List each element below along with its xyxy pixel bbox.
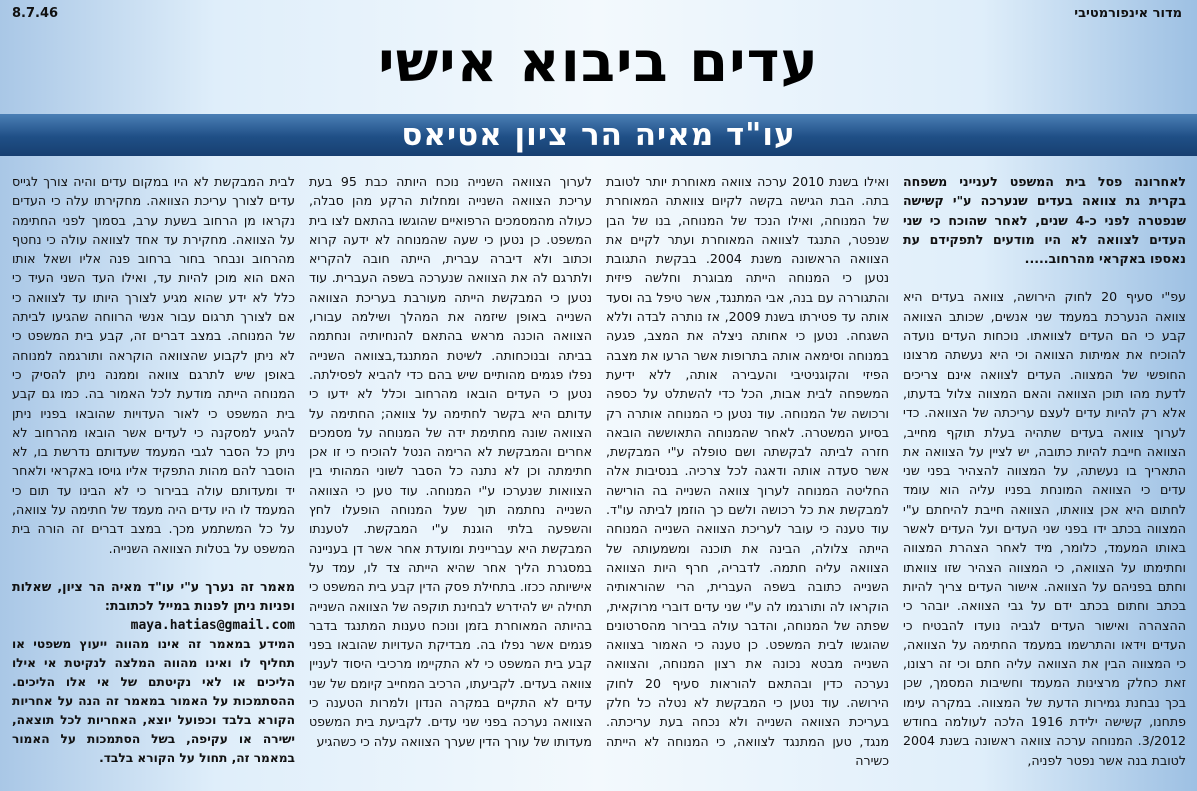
article-lede: לאחרונה פסל בית המשפט לענייני משפחה בקרית גת צוואה בעדים שנערכה ע"י קשישה שנפטרה לפני כ-4 שנים, לאחר שהוכח כי שני העדים לצוואה לא היו מודעים לתפקידם עת נאספו באקראי מהרחוב..... — [903, 174, 1186, 267]
column-1 — [903, 172, 1186, 787]
author-band — [0, 114, 1197, 156]
page-header — [12, 4, 1182, 22]
column-4 — [12, 172, 295, 787]
author-name: עו"ד מאיה הר ציון אטיאס — [401, 117, 796, 153]
article-title: עדים ביבוא אישי — [378, 30, 819, 95]
column-2 — [606, 172, 889, 787]
contact-email[interactable]: maya.hatias@gmail.com — [130, 617, 295, 633]
author-signature: מאמר זה נערך ע"י עו"ד מאיה הר ציון, שאלות ופניות ניתן לפנות במייל לכתובת: — [12, 578, 295, 614]
issue-number: 8.7.46 — [12, 5, 59, 21]
column-3-body: לערוך הצוואה השנייה נוכח היותה כבת 95 בעת עריכת הצוואה השנייה ומחלות הרקע מהן סבלה, כעולה מהמסמכים הרפואיים שהוגשו בהתאם לצו בית המשפט. כן נטען כי שעה שהמנוחה לא ידעה קרוא וכתוב ולא דיברה עברית, הייתה חובה להקריא ולתרגם לה את הצוואה שנערכה בשפה העברית. עוד נטען כי המבקשת הייתה מעורבת בעריכת הצוואה השנייה באופן שיזמה את המהלך ושילמה עבורו, הצוואה הוכנה מראש בהתאם להנחיותיה ונחתמה בביתה ובנוכחותה. לשיטת המתנגד,בצוואה השנייה נפלו פגמים מהותיים שיש בהם כדי להביא לפסילתה. נטען כי העדים הובאו מהרחוב וכלל לא ידעו כי עדותם היא בקשר לחתימה על צוואה; החתימה על הצוואה שונה מחתימת ידה של המנוחה על מסמכים אחרים והמבקשת לא הרימה הנטל להוכיח כי זו אכן חתימתה וכן לא נתנה כל הסבר לשוני המהותי בין הצוואות שנערכו ע"י המנוחה. עוד טען כי הצוואה השנייה נחתמה תוך שעל המנוחה הופעלו לחץ והשפעה בלתי הוגנת ע"י המבקשת. לטענתו המבקשת היא עבריינית ומועדת אחר אשר דן בעניינה במסגרת הליך אחר שהיא הייתה צד לו, עמד על אישיותה ככזו. בתחילת פסק הדין קבע בית המשפט כי תחילה יש להידרש לבחינת תוקפה של הצוואה השנייה בהיותה המאוחרת בזמן ונוכח טענות המתנגד בדבר פגמים אשר נפלו בה. מבדיקת העדויות שהובאו בפני קבע בית המשפט כי לא התקיימו מרכיבי היסוד לעניין צוואה בעדים. לקביעתו, הרכיב המחייב קיומם של שני עדים לא התקיים במקרה הנדון ולמרות הטענה כי הצוואה נערכה בפני שני עדים. לקביעת בית המשפט מעדותו של עורך הדין שערך הצוואה עלה כי כשהגיע — [309, 174, 592, 749]
legal-disclaimer: המידע במאמר זה אינו מהווה ייעוץ משפטי או תחליף לו ואינו מהווה המלצה לנקיטת אי אילו הליכים או לאי נקיטתם של אי אלו הליכים. ההסתמכות על האמור במאמר זה הנה על אחריות הקורא בלבד וכפועל יוצא, האחריות לכל תוצאה, ישירה או עקיפה, בשל הסתמכות על האמור במאמר זה, תחול על הקורא בלבד. — [12, 636, 295, 765]
column-4-body: לבית המבקשת לא היו במקום עדים והיה צורך לגייס עדים לצורך עריכת הצוואה. מחקירתו עלה כי העדים נקראו מן הרחוב בשעת ערב, בסמוך לפני החתימה על הצוואה. מחקירת עד אחד לצוואה עולה כי נחטף מהרחוב ונבחר בחור ברחוב פנה אליו ושאל אותו האם הוא מוכן להיות עד, ואילו העד השני העיד כי כלל לא ידע שהוא מגיע לצורך היותו עד לצוואה כי אם לצורך תרגום עבור אנשי הרווחה שהגיעו לביתה של המנוחה. במצב דברים זה, קבע בית המשפט כי לא ניתן לקבוע שהצוואה הוקראה ותורגמה למנוחה באופן שיש לתרגם צוואה וממנה ניתן להסיק כי המנוחה הייתה מודעת לכל האמור בה. כמו גם קבע בית המשפט כי לאור העדויות שהובאו בפניו ניתן להגיע למסקנה כי לעדים אשר הובאו מהרחוב לא ניתן כל הסבר לגבי המעמד שעדותם נדרשת בו, לא הוסבר להם מהות התפקיד אליו גויסו באקראי ולאחר יד ומעדותם עולה בבירור כי לא הבינו עד תום כי המעמד לו היו עדים היה מעמד של חתימה על צוואה, על כל המשתמע מכך. במצב דברים זה הורה בית המשפט על בטלות הצוואה השנייה. — [12, 174, 295, 556]
section-label: מדור אינפורמטיבי — [1074, 5, 1182, 21]
column-3 — [309, 172, 592, 787]
column-2-body: ואילו בשנת 2010 ערכה צוואה מאוחרת יותר לטובת בתה. הבת הגישה בקשה לקיום צוואתה המאוחרת של המנוחה, ואילו הנכד של המנוחה, בנו של הבן שנפטר, התנגד לצוואה המאוחרת ועתר לקיים את הצוואה הראשונה משנת 2004. בבקשת התגובת נטען כי המנוחה הייתה מבוגרת וחלשה פיזית והתגוררה עם בנה, אבי המתנגד, אשר טיפל בה וסעד אותה עד פטירתו בשנת 2009, אז נותרה לבדה וללא השגחה. נטען כי אחותה ניצלה את המצב, פגעה במנוחה וסימאה אותה בתרופות אשר הרעו את מצבה הפיזי והקוגניטיבי והעבירה אותה, ללא ידיעת המשפחה לבית אבות, הכל כדי להשתלט על כספה ורכושה של המנוחה. עוד נטען כי המנוחה אותרה רק בסיוע המשטרה. לאחר שהמנוחה התאוששה הובאה חזרה לביתה לבקשתה ושם טופלה ע"י המבקשת, אשר סעדה אותה ודאגה לכל צרכיה. בנסיבות אלה החליטה המנוחה לערוך צוואה השנייה בה הורישה למבקשת את כל רכושה ולשם כך הוזמן לביתה עו"ד. עוד טענה כי עובר לעריכת הצוואה השנייה המנוחה הייתה צלולה, הבינה את תוכנה ומשמעותה של הצוואה עליה חתמה. לדבריה, חרף היות הצוואה השנייה כתובה בשפה העברית, הרי שהוראותיה הוקראו לה ותורגמו לה ע"י שני עדים דוברי מרוקאית, שפתה של המנוחה, והדבר עולה בבירור מהסרטונים שהוגשו לבית המשפט. כן טענה כי האמור בצוואה השנייה מבטא נכונה את רצון המנוחה, והצוואה נערכה כדין ובהתאם להוראות סעיף 20 לחוק הירושה. עוד נטען כי המבקשת לא נטלה כל חלק בעריכת הצוואה השנייה ולא נכחה בעת עריכתה. מנגד, טען המתנגד לצוואה, כי המנוחה לא הייתה כשירה — [606, 174, 889, 768]
column-1-body: עפ"י סעיף 20 לחוק הירושה, צוואה בעדים היא צוואה הנערכת במעמד שני אנשים, שכותב הצוואה קבע כי הם העדים לצוואתו. נוכחות העדים נועדה להוכיח את אמיתות הצוואה וכי היא נעשתה מרצונו החופשי של המצווה. העדים לצוואה אינם צריכים לדעת מהו תוכן הצוואה והאם המצווה צלול בדעתו, אלא רק להיות עדים לעצם עריכתה של הצוואה. כדי לערוך צוואה בעדים שתהיה בעלת תוקף מחייב, הצוואה חייבת להיות כתובה, יש לציין על הצוואה את התאריך בו נעשתה, על המצווה להצהיר בפני שני עדים כי הצוואה המונחת בפניו עליה הוא עומד לחתום היא אכן צוואתו, הצוואה חייבת להיחתם ע"י המצווה בכתב ידו בפני שני העדים ועל העדים לאשר באותו המעמד, כלומר, מיד לאחר הצהרת המצווה וחתימתו על הצוואה, כי המצווה הצהיר שזו צוואתו וחתם בפניהם על הצוואה. אישור העדים צריך להיות בכתב וחתום בכתב ידם על גבי הצוואה. יובהר כי ההצהרה ואישור העדים לגביה נועדו להבטיח כי העדים וידאו והתרשמו במעמד החתימה על הצוואה, כי המצווה הבין את הצוואה עליה חתם וכי זה רצונו, זאת כחלק מרצינות המעמד וחשיבות המסמך, שכן בכך נבחנת גמירות הדעת של המצווה. במקרה עימו פתחנו, קשישה ילידת 1916 הלכה לעולמה בחודש 3/2012. המנוחה ערכה צוואה ראשונה בשנת 2004 לטובת בנה אשר נפטר לפניה, — [903, 289, 1186, 768]
article-columns — [12, 172, 1186, 787]
